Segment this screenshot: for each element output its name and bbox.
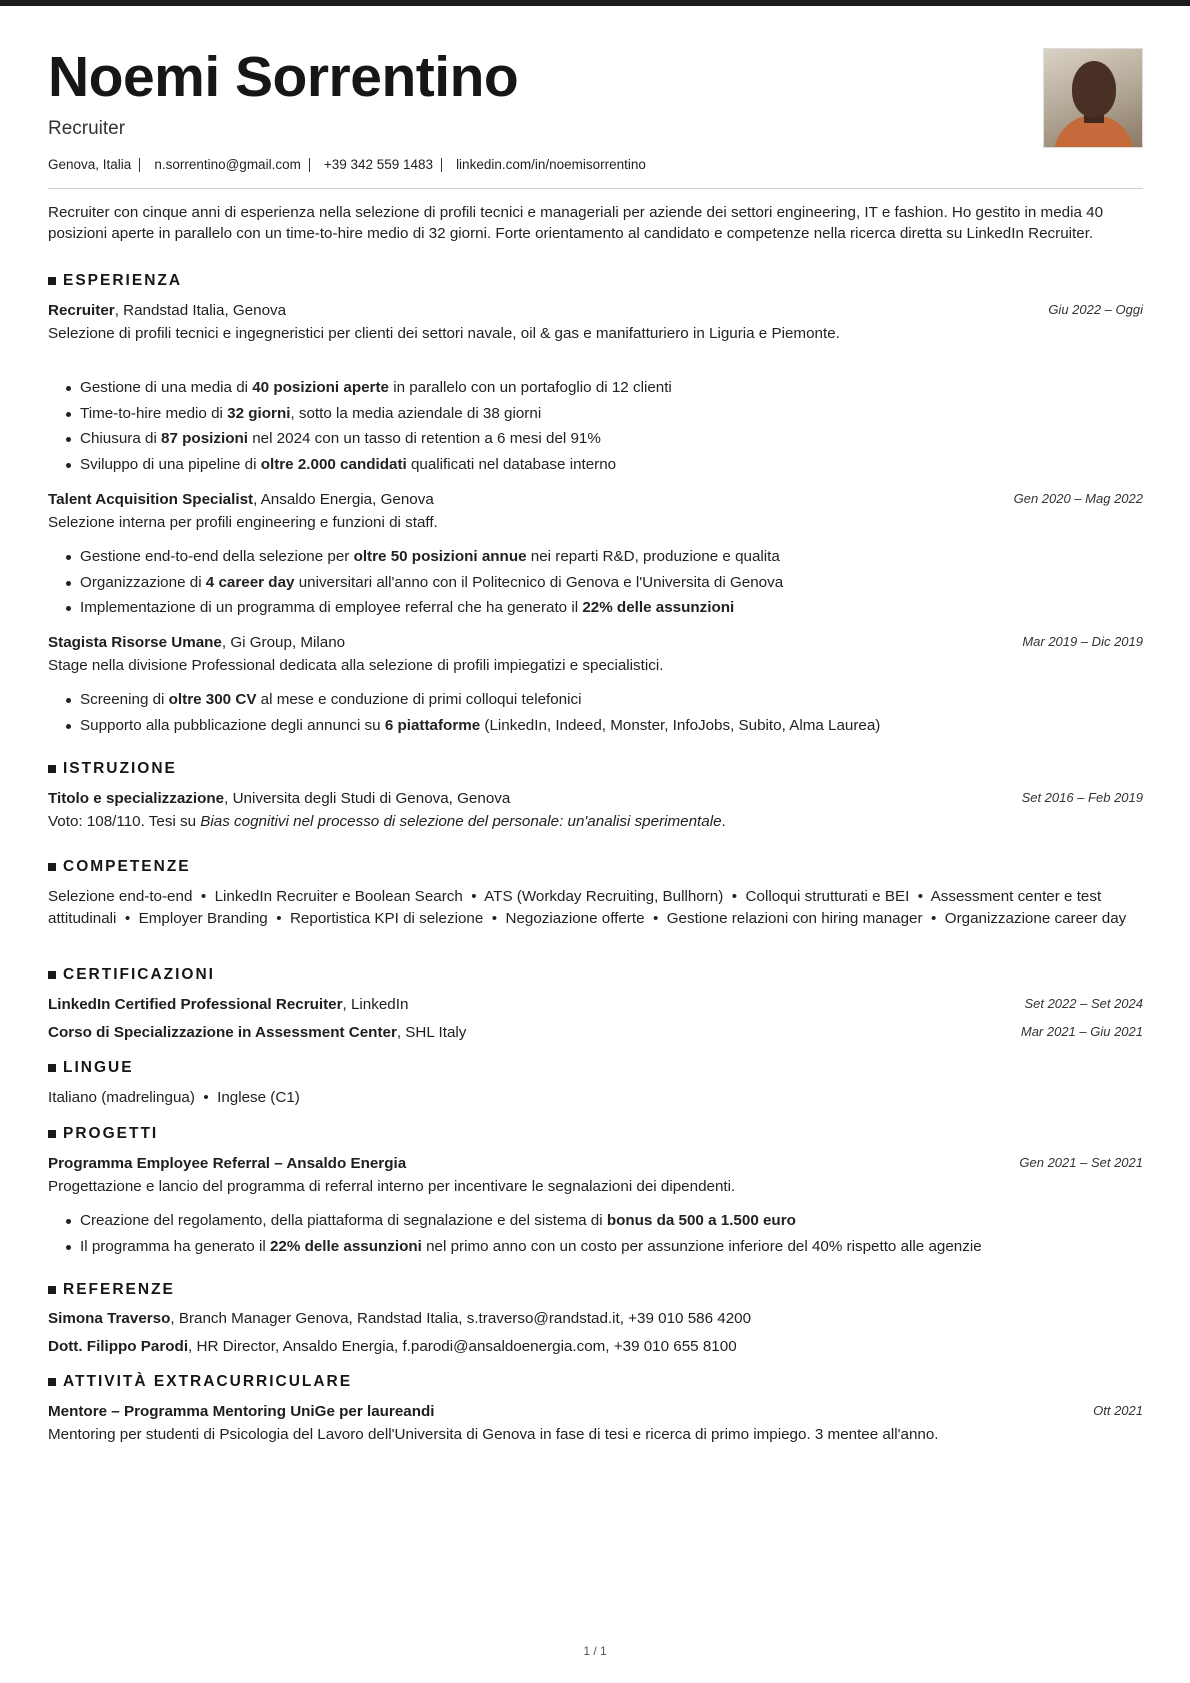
certification-title: LinkedIn Certified Professional Recruiter — [48, 996, 343, 1013]
education-entry — [48, 790, 1143, 807]
job-org: , Randstad Italia, Genova — [114, 302, 287, 319]
contact-linkedin[interactable]: linkedin.com/in/noemisorrentino — [456, 157, 646, 172]
job-title: Stagista Risorse Umane — [48, 634, 222, 651]
list-item: Gestione end-to-end della selezione per oltre 50 posizioni annue nei reparti R&D, produzione e qualita — [80, 547, 1140, 573]
list-item: Chiusura di 87 posizioni nel 2024 con un tasso di retention a 6 mesi del 91% — [80, 429, 1140, 455]
resume-header — [48, 6, 1143, 186]
job-org: , Gi Group, Milano — [221, 634, 346, 651]
section-square-icon — [48, 1064, 56, 1072]
skill-item: LinkedIn Recruiter e Boolean Search — [214, 888, 463, 905]
section-title-extracurricular: ATTIVITÀ EXTRACURRICULARE — [48, 1373, 352, 1391]
experience-entry-3 — [48, 634, 1143, 651]
project-description: Progettazione e lancio del programma di referral interno per incentivare le segnalazioni dei dipendenti. — [48, 1178, 736, 1195]
activity-title: Mentore – Programma Mentoring UniGe per laureandi — [48, 1403, 435, 1420]
skill-item: Gestione relazioni con hiring manager — [666, 909, 923, 927]
certification-title: Corso di Specializzazione in Assessment Center — [48, 1024, 397, 1041]
job-title: Talent Acquisition Specialist — [48, 491, 254, 508]
section-title-projects: PROGETTI — [48, 1125, 158, 1143]
section-title-experience: ESPERIENZA — [48, 272, 182, 290]
skill-item: ATS (Workday Recruiting, Bullhorn) — [484, 888, 724, 905]
job-bullets — [80, 378, 1140, 480]
degree-date: Set 2016 – Feb 2019 — [1021, 790, 1143, 805]
language-item: Inglese (C1) — [217, 1089, 300, 1106]
project-bullets — [80, 1211, 1140, 1262]
job-date: Gen 2020 – Mag 2022 — [1013, 491, 1143, 506]
reference-entry: Simona Traverso, Branch Manager Genova, Randstad Italia, s.traverso@randstad.it, +39 010 586 4200 — [48, 1310, 752, 1327]
list-item: Supporto alla pubblicazione degli annunci su 6 piattaforme (LinkedIn, Indeed, Monster, InfoJobs, Subito, Alma Laurea) — [80, 716, 1140, 742]
section-square-icon — [48, 277, 56, 285]
skill-item: Negoziazione offerte — [505, 909, 645, 927]
skills-list: Selezione end-to-end • LinkedIn Recruiter e Boolean Search • ATS (Workday Recruiting, Bullhorn) • Colloqui strutturati e BEI • Assessment center e test attitudinali • Employer Branding • Reportistica KPI di selezione • Negoziazione offerte • Gestione relazioni con hiring manager • Organizzazione career day — [48, 888, 1127, 927]
list-item: Gestione di una media di 40 posizioni aperte in parallelo con un portafoglio di 12 clienti — [80, 378, 1140, 404]
skill-item: Assessment center e test attitudinali — [48, 888, 1102, 927]
section-title-skills: COMPETENZE — [48, 858, 191, 876]
list-item: Implementazione di un programma di employee referral che ha generato il 22% delle assunzioni — [80, 598, 1140, 624]
list-item: Il programma ha generato il 22% delle assunzioni nel primo anno con un costo per assunzione inferiore del 40% rispetto alle agenzie — [80, 1237, 1140, 1263]
project-entry — [48, 1155, 1143, 1172]
job-description: Selezione di profili tecnici e ingegneristici per clienti dei settori navale, oil & gas e manifatturiero in Liguria e Piemonte. — [48, 325, 840, 342]
profile-photo — [1043, 48, 1143, 148]
skill-item: Reportistica KPI di selezione — [289, 909, 484, 927]
certification-date: Mar 2021 – Giu 2021 — [1020, 1024, 1143, 1039]
list-item: Creazione del regolamento, della piattaforma di segnalazione e del sistema di bonus da 500 a 1.500 euro — [80, 1211, 1140, 1237]
contact-email[interactable]: n.sorrentino@gmail.com — [154, 158, 310, 172]
certification-entry: Corso di Specializzazione in Assessment Center, SHL Italy Mar 2021 – Giu 2021 — [48, 1024, 1143, 1041]
section-square-icon — [48, 1130, 56, 1138]
reference-entry: Dott. Filippo Parodi, HR Director, Ansaldo Energia, f.parodi@ansaldoenergia.com, +39 010 655 8100 — [48, 1338, 737, 1355]
degree-description: Voto: 108/110. Tesi su Bias cognitivi nel processo di selezione del personale: un'analisi sperimentale. — [48, 813, 726, 830]
section-square-icon — [48, 863, 56, 871]
skill-item: Employer Branding — [138, 909, 268, 927]
job-bullets — [80, 690, 1140, 741]
section-title-certifications: CERTIFICAZIONI — [48, 966, 215, 984]
section-square-icon — [48, 1286, 56, 1294]
list-item: Organizzazione di 4 career day universitari all'anno con il Politecnico di Genova e l'Universita di Genova — [80, 573, 1140, 599]
section-square-icon — [48, 765, 56, 773]
photo-head-shape — [1072, 61, 1116, 117]
activity-description: Mentoring per studenti di Psicologia del Lavoro dell'Universita di Genova in fase di tesi e ricerca di primo impiego. 3 mentee all'anno. — [48, 1426, 939, 1443]
contact-location: Genova, Italia — [48, 158, 140, 172]
job-description: Selezione interna per profili engineering e funzioni di staff. — [48, 514, 438, 531]
header-divider — [48, 188, 1143, 189]
degree-title: Titolo e specializzazione — [48, 790, 225, 807]
certification-entry: LinkedIn Certified Professional Recruiter, LinkedIn Set 2022 – Set 2024 — [48, 996, 1143, 1013]
languages-list: Italiano (madrelingua) • Inglese (C1) — [48, 1089, 300, 1106]
resume-page — [48, 6, 1143, 1443]
reference-name: Simona Traverso — [48, 1310, 171, 1327]
contact-phone[interactable]: +39 342 559 1483 — [324, 158, 442, 172]
activity-date: Ott 2021 — [1093, 1403, 1143, 1418]
job-date: Giu 2022 – Oggi — [1048, 302, 1143, 317]
reference-name: Dott. Filippo Parodi — [48, 1338, 189, 1355]
list-item: Sviluppo di una pipeline di oltre 2.000 candidati qualificati nel database interno — [80, 455, 1140, 481]
section-square-icon — [48, 1378, 56, 1386]
experience-entry-1 — [48, 302, 1143, 319]
section-title-education: ISTRUZIONE — [48, 760, 177, 778]
section-square-icon — [48, 971, 56, 979]
list-item: Screening di oltre 300 CV al mese e conduzione di primi colloqui telefonici — [80, 690, 1140, 716]
job-description: Stage nella divisione Professional dedicata alla selezione di profili impiegatizi e specialistici. — [48, 657, 664, 674]
section-title-languages: LINGUE — [48, 1059, 134, 1077]
section-title-references: REFERENZE — [48, 1281, 175, 1299]
language-item: Italiano (madrelingua) — [48, 1089, 195, 1106]
contact-line — [48, 158, 668, 172]
experience-entry-2 — [48, 491, 1143, 508]
skill-item: Selezione end-to-end — [48, 888, 193, 905]
job-org: , Ansaldo Energia, Genova — [253, 491, 434, 508]
skill-item: Colloqui strutturati e BEI — [745, 888, 910, 905]
list-item: Time-to-hire medio di 32 giorni, sotto la media aziendale di 38 giorni — [80, 404, 1140, 430]
profile-summary: Recruiter con cinque anni di esperienza nella selezione di profili tecnici e manageriali per aziende dei settori engineering, IT e fashion. Ho gestito in media 40 posizioni aperte in parallelo con un time-to-hire medio di 32 giorni. Forte orientamento al candidato e competenze nella ricerca diretta su LinkedIn Recruiter. — [48, 204, 1104, 242]
project-date: Gen 2021 – Set 2021 — [1019, 1155, 1143, 1170]
project-title: Programma Employee Referral – Ansaldo Energia — [48, 1155, 407, 1172]
candidate-name: Noemi Sorrentino — [48, 45, 519, 109]
skill-item: Organizzazione career day — [944, 909, 1127, 927]
extracurricular-entry — [48, 1403, 1143, 1420]
job-bullets — [80, 547, 1140, 624]
job-title: Recruiter — [48, 302, 115, 319]
page-number: 1 / 1 — [583, 1644, 607, 1658]
job-date: Mar 2019 – Dic 2019 — [1022, 634, 1143, 649]
candidate-role: Recruiter — [48, 118, 126, 139]
degree-org: , Universita degli Studi di Genova, Genova — [224, 790, 511, 807]
certification-date: Set 2022 – Set 2024 — [1024, 996, 1143, 1011]
